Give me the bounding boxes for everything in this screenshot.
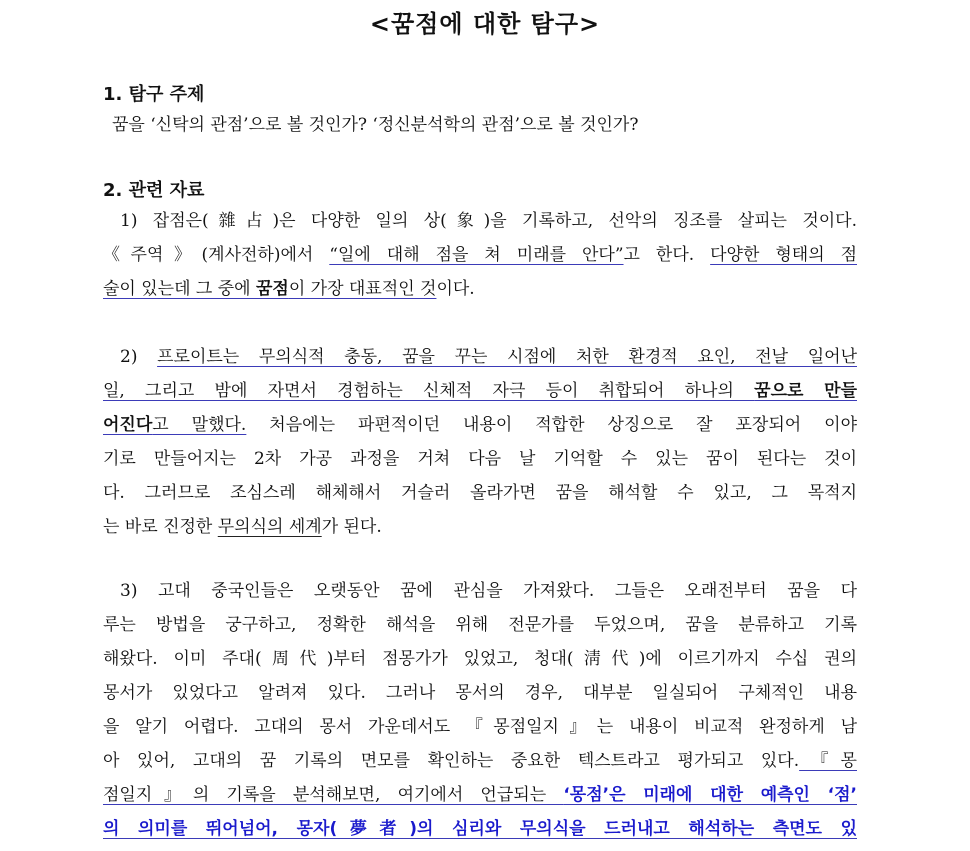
p2-underlined: 고 말했다. bbox=[152, 415, 247, 435]
topic-text: 꿈을 ‘신탁의 관점’으로 볼 것인가? ‘정신분석학의 관점’으로 볼 것인가? bbox=[112, 115, 639, 135]
p2-underlined: 무의식의 세계 bbox=[217, 517, 322, 537]
p3-line-5: 을 알기 어렵다. 고대의 몽서 가운데서도 『몽점일지』는 내용이 비교적 완정하게 남 bbox=[103, 717, 857, 737]
p1-line-1: 1) 잡점은(雜占)은 다양한 일의 상(象)을 기록하고, 선악의 징조를 살피는 것이다. bbox=[120, 211, 857, 231]
p1-text: 《주역》(계사전하)에서 bbox=[103, 245, 330, 265]
p2-underlined: 프로이트는 무의식적 충동, 꿈을 꾸는 시점에 처한 환경적 요인, 전날 일어난 bbox=[157, 347, 857, 367]
p2-line-3 bbox=[103, 414, 857, 436]
p2-line-1 bbox=[120, 346, 857, 368]
p2-text: 처음에는 파편적이던 내용이 적합한 상징으로 잘 포장되어 이야 bbox=[246, 415, 858, 435]
p3-line-4: 몽서가 있었다고 알려져 있다. 그러나 몽서의 경우, 대부분 일실되어 구체적인 내용 bbox=[103, 683, 857, 703]
p2-bold-keyword: 어진다 bbox=[103, 415, 153, 435]
p2-underlined: 일, 그리고 밤에 자면서 경험하는 신체적 자극 등이 취합되어 하나의 bbox=[103, 381, 755, 401]
p2-line-6 bbox=[103, 516, 857, 538]
p2-bold-keyword: 꿈으로 만들 bbox=[754, 381, 857, 401]
p3-text: 아 있어, 고대의 꿈 기록의 면모를 확인하는 중요한 텍스트라고 평가되고 있다. bbox=[103, 751, 800, 771]
p3-line-2: 루는 방법을 궁구하고, 정확한 해석을 위해 전문가를 두었으며, 꿈을 분류하고 기록 bbox=[103, 615, 857, 635]
p2-text: 는 바로 진정한 bbox=[103, 517, 218, 537]
section-heading-topic: 1. 탐구 주제 bbox=[103, 84, 205, 105]
p1-underlined: 다양한 형태의 점 bbox=[710, 245, 857, 265]
p3-line-7 bbox=[103, 784, 857, 806]
section-heading-materials: 2. 관련 자료 bbox=[103, 180, 205, 201]
p1-bold-keyword: 꿈점 bbox=[256, 279, 289, 299]
p2-line-4: 기로 만들어지는 2차 가공 과정을 거쳐 다음 날 기억할 수 있는 꿈이 된다는 것이 bbox=[103, 449, 857, 469]
p2-line-5: 다. 그러므로 조심스레 해체해서 거슬러 올라가면 꿈을 해석할 수 있고, 그 목적지 bbox=[103, 483, 857, 503]
p1-line-3 bbox=[103, 278, 857, 300]
p3-underlined: 점일지』의 기록을 분석해보면, 여기에서 언급되는 bbox=[103, 785, 564, 805]
p3-line-8: 의 의미를 뛰어넘어, 몽자(夢者)의 심리와 무의식을 드러내고 해석하는 측면도 있 bbox=[103, 819, 857, 839]
p2-text: 가 된다. bbox=[321, 517, 382, 537]
p1-line-2 bbox=[103, 244, 857, 266]
p3-line-6 bbox=[103, 750, 857, 772]
p1-text: 고 한다. bbox=[623, 245, 711, 265]
page-title: <꿈점에 대한 탐구> bbox=[369, 10, 601, 38]
p1-text: 이다. bbox=[436, 279, 475, 299]
p2-text: 2) bbox=[120, 347, 158, 367]
p3-line-1: 3) 고대 중국인들은 오랫동안 꿈에 관심을 가져왔다. 그들은 오래전부터 꿈을 다 bbox=[120, 581, 857, 601]
p3-underlined: 『몽 bbox=[799, 751, 857, 771]
p2-line-2 bbox=[103, 380, 857, 402]
p1-quote: “일에 대해 점을 쳐 미래를 안다” bbox=[329, 245, 624, 265]
p3-blue-highlight: ‘몽점’은 미래에 대한 예측인 ‘점’ bbox=[563, 785, 857, 805]
p3-line-3: 해왔다. 이미 주대(周代)부터 점몽가가 있었고, 청대(淸代)에 이르기까지 수십 권의 bbox=[103, 649, 857, 669]
p1-underlined: 이 가장 대표적인 것 bbox=[288, 279, 437, 299]
p1-underlined: 술이 있는데 그 중에 bbox=[103, 279, 256, 299]
